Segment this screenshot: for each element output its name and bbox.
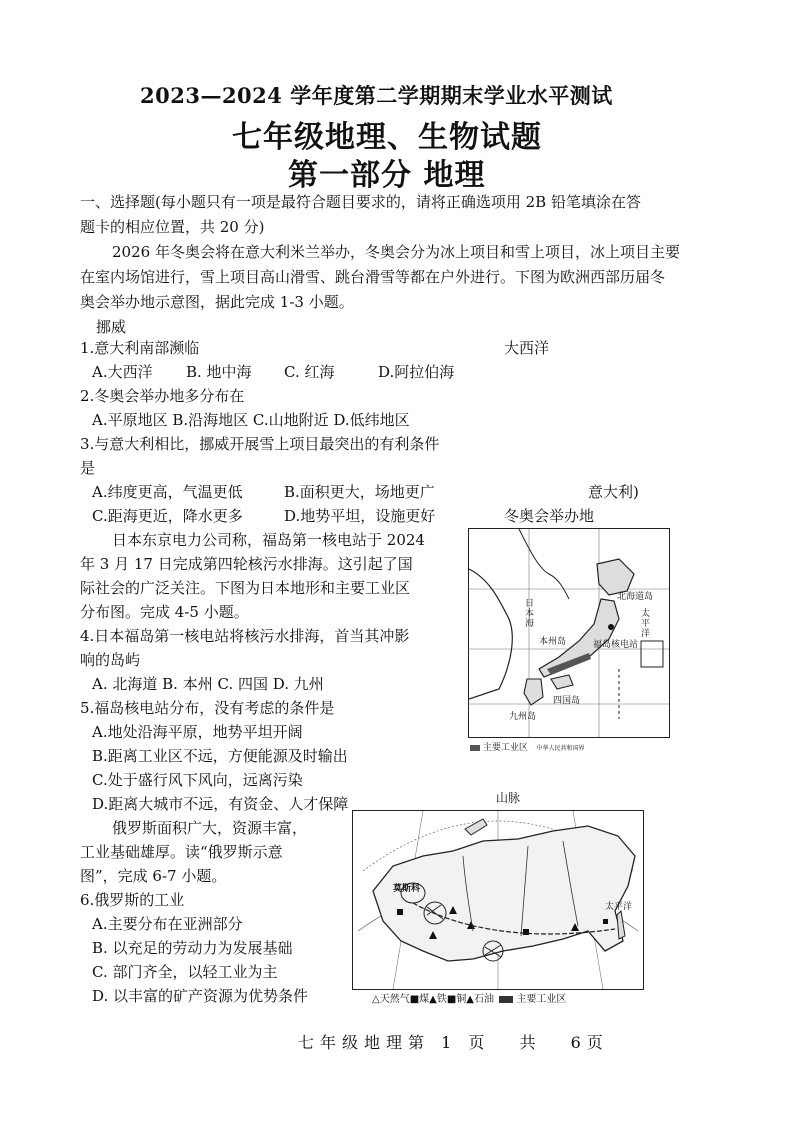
q6-option-a: A.主要分布在亚洲部分 <box>92 915 243 933</box>
q5-option-c: C.处于盛行风下风向，远离污染 <box>92 771 303 789</box>
passage1-line: 2026 年冬奥会将在意大利米兰举办，冬奥会分为冰上项目和雪上项目，冰上项目主要 <box>112 243 680 261</box>
label-pacific-ru: 太平洋 <box>605 902 633 912</box>
q3-option-d: D.地势平坦，设施更好 <box>284 507 436 525</box>
passage3-line: 工业基础雄厚。读“俄罗斯示意 <box>80 843 283 861</box>
q6-option-d: D. 以丰富的矿产资源为优势条件 <box>92 987 309 1005</box>
label-moscow: 莫斯科 <box>393 884 421 894</box>
footer-mid: 页 <box>468 1033 491 1052</box>
q1-option-c: C. 红海 <box>284 363 335 381</box>
q4-options: A. 北海道 B. 本州 C. 四国 D. 九州 <box>92 675 324 693</box>
map-label-mountains: 山脉 <box>496 791 521 805</box>
q3-option-c: C.距海更近，降水更多 <box>92 507 243 525</box>
q3-option-a: A.纬度更高，气温更低 <box>92 483 243 501</box>
footer-total: 6页 <box>570 1033 609 1052</box>
section-heading: 一、选择题(每小题只有一项是最符合题目要求的，请将正确选项用 2B 铅笔填涂在答 <box>80 193 641 211</box>
legend-industrial-region: 主要工业区 <box>516 994 567 1005</box>
map1-caption: 冬奥会举办地 <box>504 507 595 525</box>
russia-map-drawing <box>353 811 643 989</box>
question-3-stem: 3.与意大利相比，挪威开展雪上项目最突出的有利条件 <box>80 435 440 453</box>
passage2-line: 际社会的广泛关注。下图为日本地形和主要工业区 <box>80 579 411 597</box>
q5-option-d: D.距离大城市不远，有资金、人才保障 <box>92 795 349 813</box>
label-sea-of-japan: 日本海 <box>525 599 535 629</box>
footer-page-number: 1 <box>441 1033 458 1052</box>
passage3-line: 俄罗斯面积广大，资源丰富， <box>112 819 308 837</box>
map-label-atlantic: 大西洋 <box>504 339 550 357</box>
passage1-line: 奥会举办地示意图，据此完成 1-3 小题。 <box>80 293 354 311</box>
question-3-stem-cont: 是 <box>80 459 96 477</box>
question-4-stem: 4.日本福岛第一核电站将核污水排海，首当其冲影 <box>80 627 410 645</box>
passage2-line: 年 3 月 17 日完成第四轮核污水排海。这引起了国 <box>80 555 413 573</box>
russia-map-legend <box>372 990 566 1005</box>
exam-title: 2023—2024 学年度第二学期期末学业水平测试 <box>140 83 613 108</box>
label-fukushima-plant: 福岛核电站 <box>593 640 639 650</box>
legend-border: 中华人民共和国界 <box>536 745 585 752</box>
question-2-stem: 2.冬奥会举办地多分布在 <box>80 387 245 405</box>
q3-option-b: B.面积更大，场地更广 <box>284 483 435 501</box>
japan-map <box>468 528 670 738</box>
russia-map <box>352 810 644 990</box>
section-heading-cont: 题卡的相应位置，共 20 分) <box>80 218 265 236</box>
question-1-stem: 1.意大利南部濒临 <box>80 339 200 357</box>
footer-left: 七年级地理第 <box>298 1033 431 1052</box>
label-hokkaido: 北海道岛 <box>617 592 654 602</box>
q6-option-b: B. 以充足的劳动力为发展基础 <box>92 939 293 957</box>
question-6-stem: 6.俄罗斯的工业 <box>80 891 185 909</box>
q1-option-d: D.阿拉伯海 <box>378 363 455 381</box>
q6-option-c: C. 部门齐全，以轻工业为主 <box>92 963 278 981</box>
label-pacific-jp: 太平洋 <box>641 609 651 639</box>
map-label-italy: 意大利) <box>588 483 639 501</box>
legend-swatch <box>499 996 513 1003</box>
q1-option-b: B. 地中海 <box>186 363 252 381</box>
label-honshu: 本州岛 <box>539 637 567 647</box>
passage1-line: 在室内场馆进行，雪上项目高山滑雪、跳台滑雪等都在户外进行。下图为欧洲西部历届冬 <box>80 268 666 286</box>
q5-option-b: B.距离工业区不远，方便能源及时输出 <box>92 747 348 765</box>
label-kyushu: 九州岛 <box>509 712 537 722</box>
legend-industrial: 主要工业区 <box>482 743 528 753</box>
q1-option-a: A.大西洋 <box>92 363 153 381</box>
label-shikoku: 四国岛 <box>553 696 581 706</box>
part-title: 第一部分 地理 <box>288 158 486 193</box>
passage2-line: 分布图。完成 4-5 小题。 <box>80 603 249 621</box>
passage3-line: 图”，完成 6-7 小题。 <box>80 867 227 885</box>
paper-title: 七年级地理、生物试题 <box>232 120 542 155</box>
legend-swatch <box>470 745 480 751</box>
q5-option-a: A.地处沿海平原，地势平坦开阔 <box>92 723 303 741</box>
japan-map-legend <box>470 740 585 753</box>
passage2-line: 日本东京电力公司称，福岛第一核电站于 2024 <box>112 531 425 549</box>
footer-total-prefix: 共 <box>519 1033 542 1052</box>
question-5-stem: 5.福岛核电站分布，没有考虑的条件是 <box>80 699 335 717</box>
page-footer <box>298 1030 609 1053</box>
legend-resources: △天然气■煤▲铁■铜▲石油 <box>372 994 494 1005</box>
q2-options: A.平原地区 B.沿海地区 C.山地附近 D.低纬地区 <box>92 411 410 429</box>
question-4-stem-cont: 响的岛屿 <box>80 651 141 669</box>
map-label-norway: 挪威 <box>96 318 127 336</box>
